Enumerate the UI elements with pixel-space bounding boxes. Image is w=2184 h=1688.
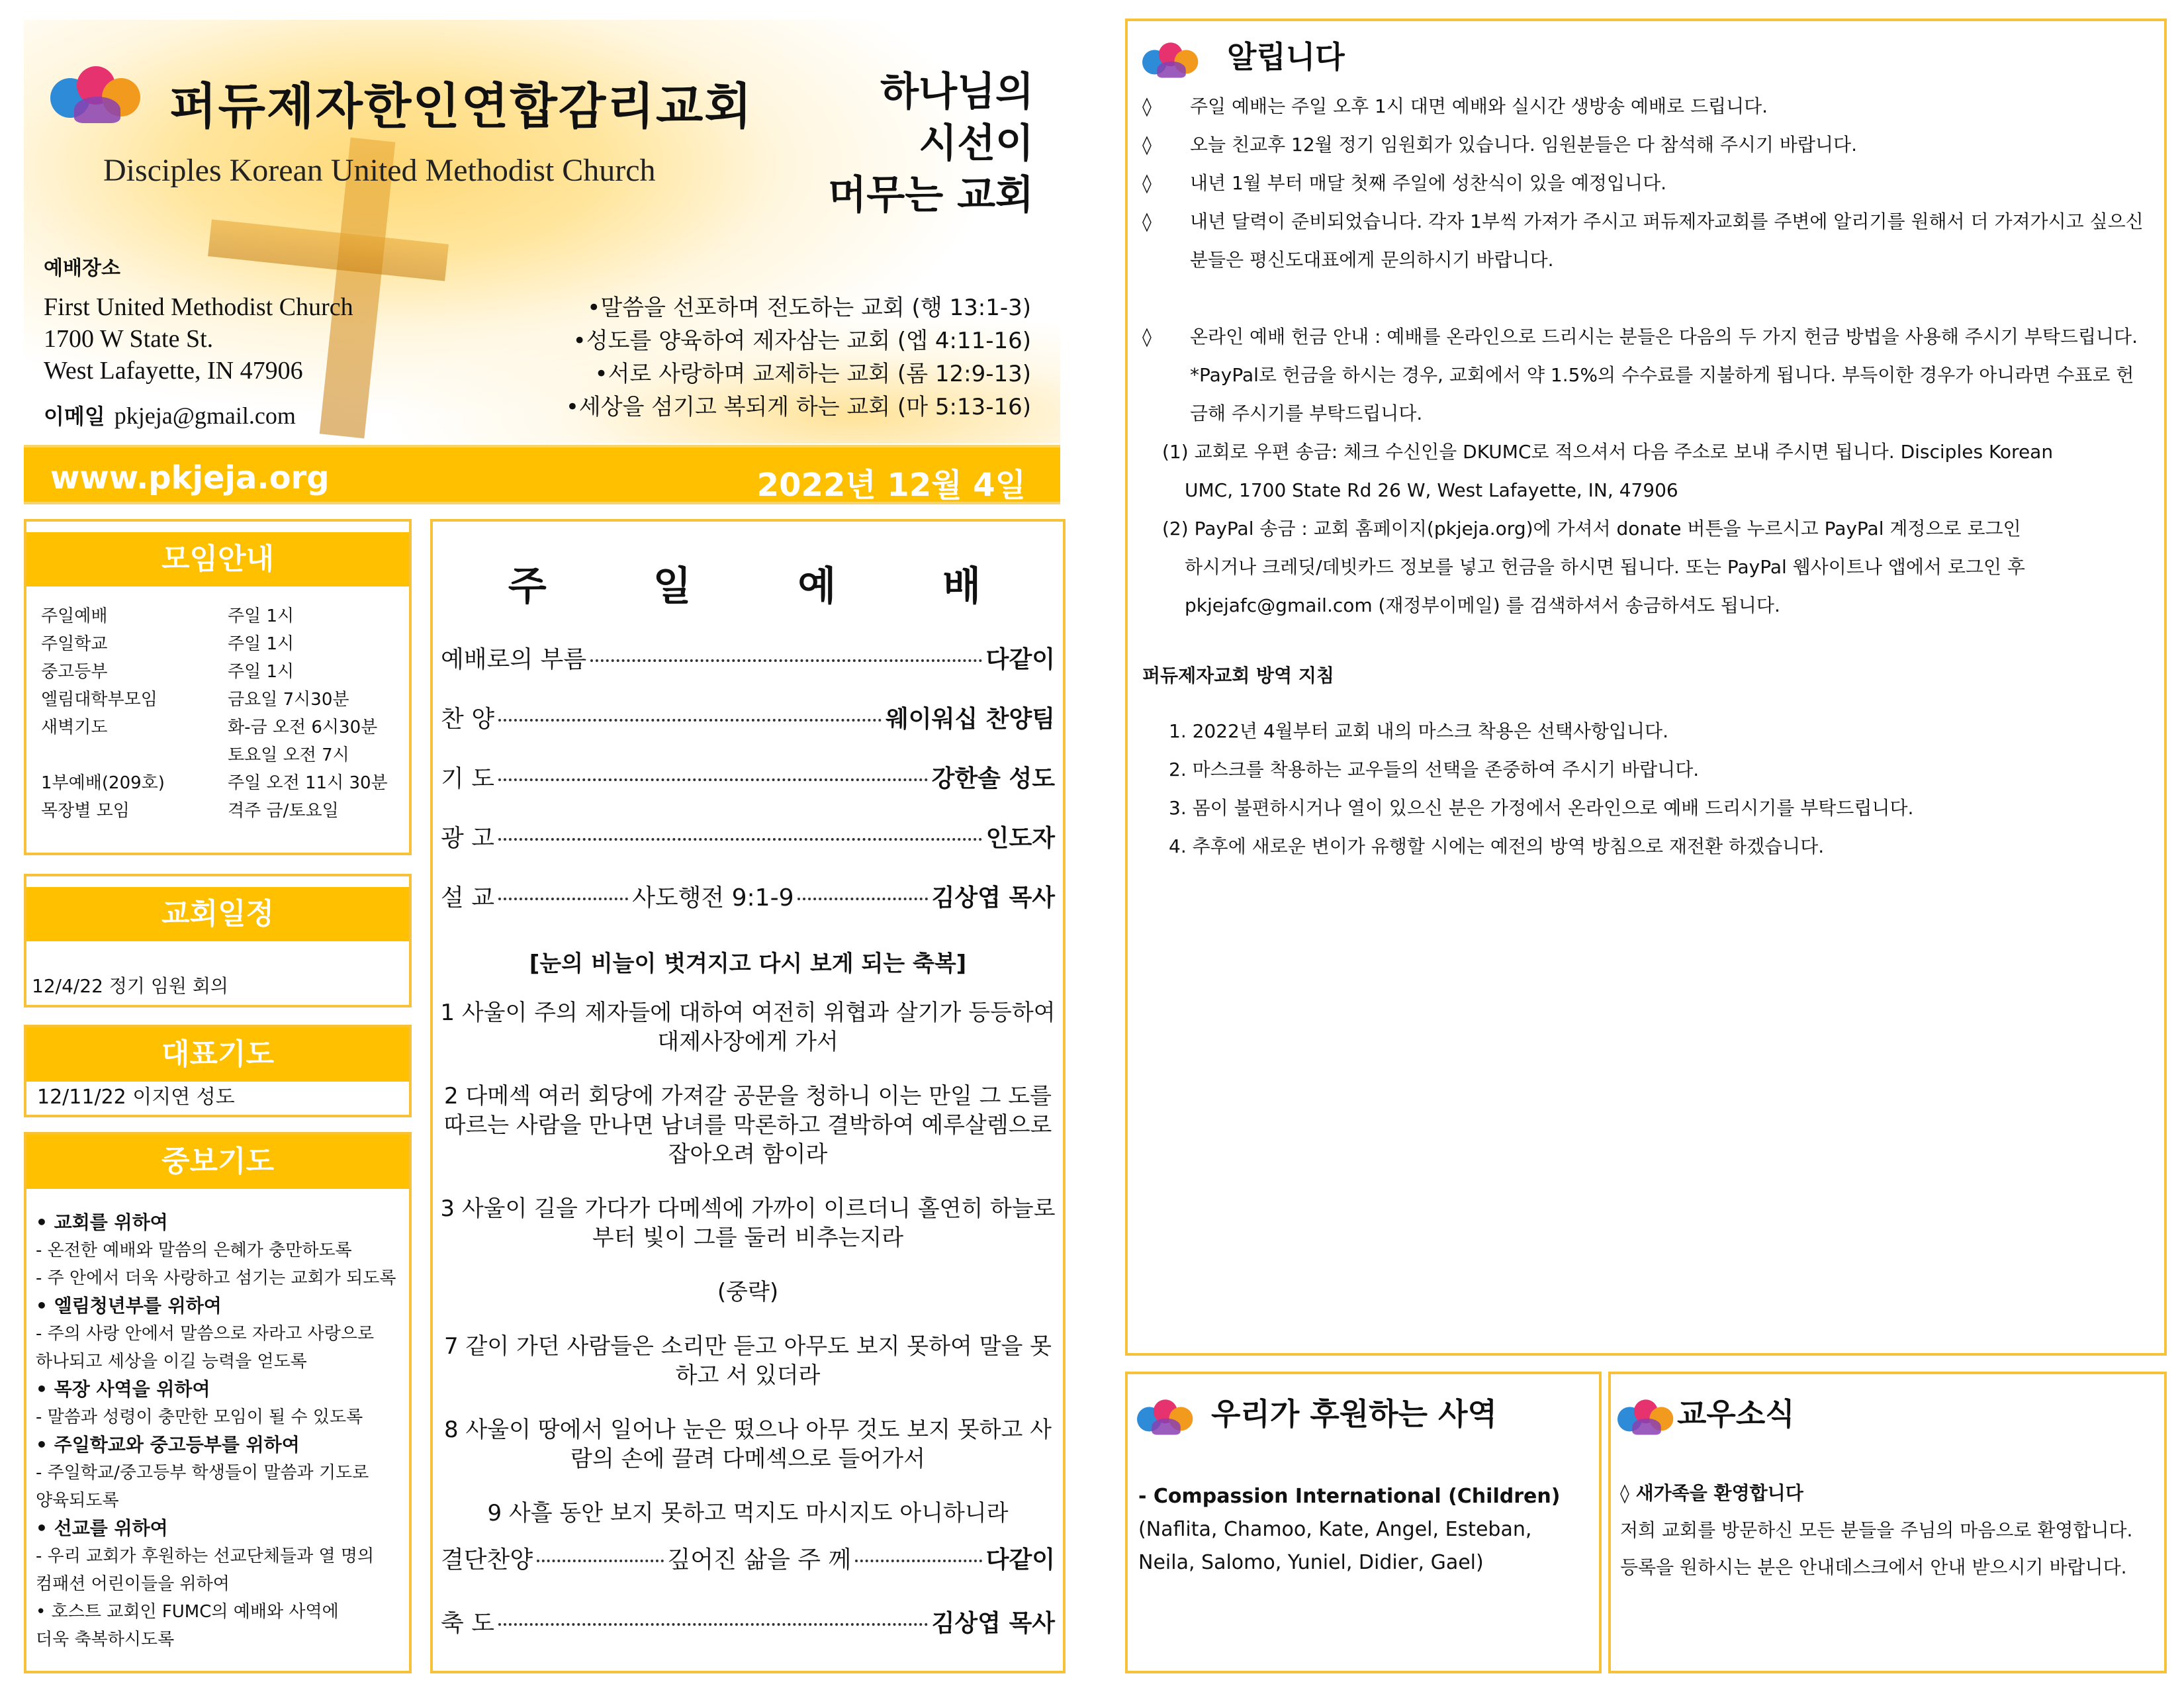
giving-option-text: 하시거나 크레딧/데빗카드 정보를 넣고 헌금을 하시면 됩니다. 또는 PayPal 웹사이트나 앱에서 로그인 후 [1185, 556, 2025, 578]
order-row [441, 1605, 1055, 1638]
meeting-row [41, 686, 388, 714]
leader-dots [498, 838, 982, 841]
announcements-body [1142, 87, 2148, 866]
policy-item: 2. 마스크를 착용하는 교우들의 선택을 존중하여 주시기 바랍니다. [1169, 759, 1700, 780]
meeting-time: 금요일 7시30분 [228, 690, 349, 710]
member-news-box [1608, 1372, 2167, 1673]
intercession-line: - 온전한 예배와 말씀의 은혜가 충만하도록 [36, 1241, 352, 1260]
announcement-text: 내년 1월 부터 매달 첫째 주일에 성찬식이 있을 예정입니다. [1190, 172, 1667, 194]
email-line [44, 400, 353, 432]
meeting-name [41, 741, 228, 769]
intercession-list [36, 1209, 406, 1654]
leader-dots [498, 1623, 928, 1626]
leader-dots [590, 659, 982, 662]
news-line: 등록을 원하시는 분은 안내데스크에서 안내 받으시기 바랍니다. [1620, 1556, 2127, 1578]
order-label: 광 고 [441, 825, 494, 852]
mission-statements [566, 291, 1031, 424]
order-leader: 강한솔 성도 [931, 765, 1055, 792]
church-logo-icon [1137, 1395, 1195, 1436]
order-row [441, 641, 1055, 675]
order-leader: 웨이워십 찬양팀 [886, 706, 1055, 733]
meeting-time: 토요일 오전 7시 [228, 745, 349, 765]
scripture-verse: 3 사울이 길을 가다가 다메섹에 가까이 이르더니 홀연히 하늘로부터 빛이 그를 둘러 비추는지라 [440, 1196, 1056, 1251]
meeting-time: 주일 오전 11시 30분 [228, 773, 388, 793]
announcement-text: 주일 예배는 주일 오후 1시 대면 예배와 실시간 생방송 예배로 드립니다. [1190, 95, 1768, 117]
order-leader: 다같이 [985, 1546, 1056, 1573]
schedule-item: 12/4/22 정기 임원 회의 [32, 975, 228, 997]
order-row [441, 700, 1055, 734]
intercession-title: 중보기도 [26, 1135, 409, 1189]
meeting-name: 중고등부 [41, 662, 108, 682]
online-giving-text: 온라인 예배 헌금 안내 : 예배를 온라인으로 드리시는 분들은 다음의 두 가지 헌금 방법을 사용해 주시기 부탁드립니다. *PayPal로 헌금을 하시는 경우, 교회에서 약 1.5%의 수수료를 지불하게 됩니다. 부득이한 경우가 아니라면 수표로 헌금해 주시기를 부탁드립니다. [1190, 326, 2138, 424]
meeting-time: 주일 1시 [228, 634, 295, 654]
meeting-time: 화-금 오전 6시30분 [228, 718, 378, 737]
mission-children: Neila, Salomo, Yuniel, Didier, Gael) [1138, 1551, 1484, 1574]
address-line: West Lafayette, IN 47906 [44, 357, 303, 385]
diamond-bullet: ◊ [1142, 134, 1152, 156]
intercession-line: • 엘림청년부를 위하여 [36, 1295, 222, 1317]
order-row [441, 760, 1055, 794]
scripture-verse: 9 사흘 동안 보지 못하고 먹지도 마시지도 아니하니라 [487, 1500, 1009, 1526]
missions-title: 우리가 후원하는 사역 [1211, 1396, 1497, 1432]
intercession-line: • 호스트 교회인 FUMC의 예배와 사역에 [36, 1602, 339, 1622]
intercession-line: - 주 안에서 더욱 사랑하고 섬기는 교회가 되도록 [36, 1268, 396, 1288]
intercession-line: • 선교를 위하여 [36, 1517, 168, 1539]
mission-line: •서로 사랑하며 교제하는 교회 (롬 12:9-13) [594, 361, 1031, 387]
scripture-verse: 2 다메섹 여러 회당에 가져갈 공문을 청하니 이는 만일 그 도를 따르는 사람을 만나면 남녀를 막론하고 결박하여 예루살렘으로 잡아오려 함이라 [443, 1083, 1052, 1168]
intercession-line: 양육되도록 [36, 1491, 119, 1511]
motto-line: 시선이 [919, 120, 1034, 167]
church-logo-icon [1617, 1395, 1675, 1436]
meeting-row [41, 741, 388, 769]
order-leader: 다같이 [985, 646, 1055, 673]
scripture-verse: 8 사울이 땅에서 일어나 눈은 떴으나 아무 것도 보지 못하고 사람의 손에 끌려 다메섹으로 들어가서 [444, 1417, 1052, 1472]
prayer-title: 대표기도 [26, 1027, 409, 1082]
intercession-line: • 교회를 위하여 [36, 1211, 168, 1233]
order-label: 축 도 [441, 1610, 494, 1637]
scripture-verse: (중략) [717, 1279, 779, 1305]
announcement-text: 오늘 친교후 12월 정기 임원회가 있습니다. 임원분들은 다 참석해 주시기 바랍니다. [1190, 134, 1857, 156]
leader-dots [797, 898, 927, 900]
news-line: 저희 교회를 방문하신 모든 분들을 주님의 마음으로 환영합니다. [1620, 1519, 2133, 1541]
leader-dots [498, 898, 628, 900]
schedule-title: 교회일정 [26, 887, 409, 941]
bulletin-header [24, 20, 1060, 444]
sermon-title: [눈의 비늘이 벗겨지고 다시 보게 되는 축복] [529, 951, 967, 977]
intercession-line: - 우리 교회가 후원하는 선교단체들과 열 명의 [36, 1546, 375, 1566]
worship-title: 주 일 예 배 [508, 563, 1028, 610]
intercession-line: - 말씀과 성령이 충만한 모임이 될 수 있도록 [36, 1407, 363, 1427]
leader-dots [537, 1560, 663, 1562]
sermon-scripture: 사도행전 9:1-9 [632, 884, 794, 912]
announcement-text: 내년 달력이 준비되었습니다. 각자 1부씩 가져가 주시고 퍼듀제자교회를 주변에 알리기를 원해서 더 가져가시고 싶으신 분들은 평신도대표에게 문의하시기 바랍니다. [1190, 211, 2144, 271]
meetings-table [41, 602, 388, 825]
closing-hymn: 깊어진 삶을 주 께 [667, 1546, 852, 1573]
representative-prayer-box [24, 1025, 412, 1117]
giving-option-text: PayPal 송금 : 교회 홈페이지(pkjeja.org)에 가셔서 donate 버튼을 누르시고 PayPal 계정으로 로그인 [1194, 518, 2021, 539]
meeting-time: 격주 금/토요일 [228, 801, 339, 821]
mission-org: - Compassion International (Children) [1138, 1485, 1561, 1508]
diamond-bullet: ◊ [1142, 172, 1152, 194]
giving-option-number: (1) [1162, 441, 1189, 463]
prayer-item: 12/11/22 이지연 성도 [37, 1086, 235, 1109]
policy-item: 4. 추후에 새로운 변이가 유행할 시에는 예전의 방역 방침으로 재전환 하겠습니다. [1169, 835, 1825, 857]
intercession-line: 더욱 축복하시도록 [36, 1630, 175, 1650]
meeting-name: 목장별 모임 [41, 801, 130, 821]
giving-option-text: pkjejafc@gmail.com (재정부이메일) 를 검색하셔서 송금하셔도 됩니다. [1185, 594, 1780, 616]
church-name-english: Disciples Korean United Methodist Church [103, 153, 656, 188]
announcement-item [1142, 203, 2148, 279]
church-motto [828, 66, 1034, 221]
website-link[interactable]: www.pkjeja.org [50, 459, 330, 496]
order-leader: 인도자 [985, 825, 1055, 852]
address-line: 1700 W State St. [44, 325, 214, 353]
intercession-box [24, 1132, 412, 1673]
mission-line: •성도를 양육하여 제자삼는 교회 (엡 4:11-16) [572, 328, 1031, 354]
order-label: 결단찬양 [441, 1546, 533, 1573]
diamond-bullet: ◊ [1142, 211, 1152, 232]
church-logo-icon [1142, 38, 1200, 79]
giving-option [1142, 433, 2148, 510]
meeting-name: 주일학교 [41, 634, 108, 654]
announcements-box [1125, 19, 2167, 1356]
meeting-time: 주일 1시 [228, 662, 295, 682]
meeting-row [41, 602, 388, 630]
leader-dots [855, 1560, 981, 1562]
leader-dots [498, 778, 928, 781]
announcements-title: 알립니다 [1227, 39, 1345, 75]
meeting-name: 엘림대학부모임 [41, 690, 158, 710]
order-label: 찬 양 [441, 706, 494, 733]
intercession-line: • 주일학교와 중고등부를 위하여 [36, 1434, 300, 1456]
news-title: 교우소식 [1677, 1396, 1795, 1432]
bulletin-date: 2022년 12월 4일 [756, 467, 1026, 504]
giving-option-number: (2) [1162, 518, 1189, 539]
motto-line: 머무는 교회 [828, 172, 1034, 218]
supported-missions-box [1125, 1372, 1602, 1673]
worship-order-box [430, 519, 1066, 1673]
worship-place [44, 252, 353, 432]
order-label: 예배로의 부름 [441, 646, 587, 673]
policy-title: 퍼듀제자교회 방역 지침 [1142, 665, 1334, 686]
email-label: 이메일 [44, 404, 105, 428]
mission-children: (Naflita, Chamoo, Kate, Angel, Esteban, [1138, 1518, 1532, 1541]
order-leader: 김상엽 목사 [931, 1610, 1055, 1637]
schedule-box [24, 874, 412, 1008]
giving-option-text: UMC, 1700 State Rd 26 W, West Lafayette, IN, 47906 [1185, 479, 1678, 501]
intercession-line: - 주일학교/중고등부 학생들이 말씀과 기도로 [36, 1463, 369, 1483]
mission-line: •세상을 섬기고 복되게 하는 교회 (마 5:13-16) [565, 394, 1031, 420]
meeting-row [41, 630, 388, 658]
motto-line: 하나님의 [880, 69, 1034, 115]
order-row [441, 820, 1055, 853]
meeting-time: 주일 1시 [228, 606, 295, 626]
church-name-korean: 퍼듀제자한인연합감리교회 [169, 78, 753, 135]
announcement-item [1142, 318, 2148, 433]
meetings-title: 모임안내 [26, 532, 409, 586]
order-label: 설 교 [441, 884, 494, 912]
announcement-item [1142, 164, 2148, 203]
worship-place-label: 예배장소 [44, 257, 120, 280]
meeting-row [41, 797, 388, 825]
order-row [441, 1541, 1055, 1575]
order-leader: 김상엽 목사 [931, 884, 1055, 912]
scripture-verse: 7 같이 가던 사람들은 소리만 듣고 아무도 보지 못하여 말을 못하고 서 있더라 [444, 1333, 1052, 1389]
scripture-passage [438, 998, 1058, 1553]
meeting-row [41, 658, 388, 686]
intercession-line: - 주의 사랑 안에서 말씀으로 자라고 사랑으로 [36, 1324, 375, 1344]
news-heading: ◊ 새가족을 환영합니다 [1620, 1482, 1803, 1504]
diamond-bullet: ◊ [1142, 326, 1152, 348]
meeting-name: 1부예배(209호) [41, 773, 165, 793]
policy-item: 1. 2022년 4월부터 교회 내의 마스크 착용은 선택사항입니다. [1169, 720, 1669, 742]
policy-list [1142, 712, 2148, 866]
address-line: First United Methodist Church [44, 293, 353, 321]
scripture-verse: 1 사울이 주의 제자들에 대하여 여전히 위협과 살기가 등등하여 대제사장에게 가서 [440, 1000, 1056, 1055]
intercession-line: • 목장 사역을 위하여 [36, 1378, 210, 1400]
announcement-item [1142, 126, 2148, 164]
order-label: 기 도 [441, 765, 494, 792]
policy-item: 3. 몸이 불편하시거나 열이 있으신 분은 가정에서 온라인으로 예배 드리시기를 부탁드립니다. [1169, 797, 1914, 819]
church-logo-icon [50, 60, 143, 126]
diamond-bullet: ◊ [1142, 95, 1152, 117]
mission-line: •말씀을 선포하며 전도하는 교회 (행 13:1-3) [587, 295, 1031, 321]
meetings-box [24, 519, 412, 855]
meeting-row [41, 769, 388, 797]
meeting-name: 새벽기도 [41, 718, 108, 737]
announcement-item [1142, 87, 2148, 126]
giving-option [1142, 510, 2148, 625]
url-date-bar [24, 445, 1060, 504]
meeting-name: 주일예배 [41, 606, 108, 626]
giving-option-text: 교회로 우편 송금: 체크 수신인을 DKUMC로 적으셔서 다음 주소로 보내 주시면 됩니다. Disciples Korean [1194, 441, 2054, 463]
intercession-line: 하나되고 세상을 이길 능력을 얻도록 [36, 1352, 307, 1372]
news-body [1620, 1475, 2156, 1586]
missions-body [1138, 1480, 1560, 1579]
meeting-row [41, 714, 388, 741]
email-address[interactable]: pkjeja@gmail.com [114, 402, 296, 429]
leader-dots [498, 719, 882, 722]
intercession-line: 컴패션 어린이들을 위하여 [36, 1574, 230, 1594]
order-row [441, 879, 1055, 913]
